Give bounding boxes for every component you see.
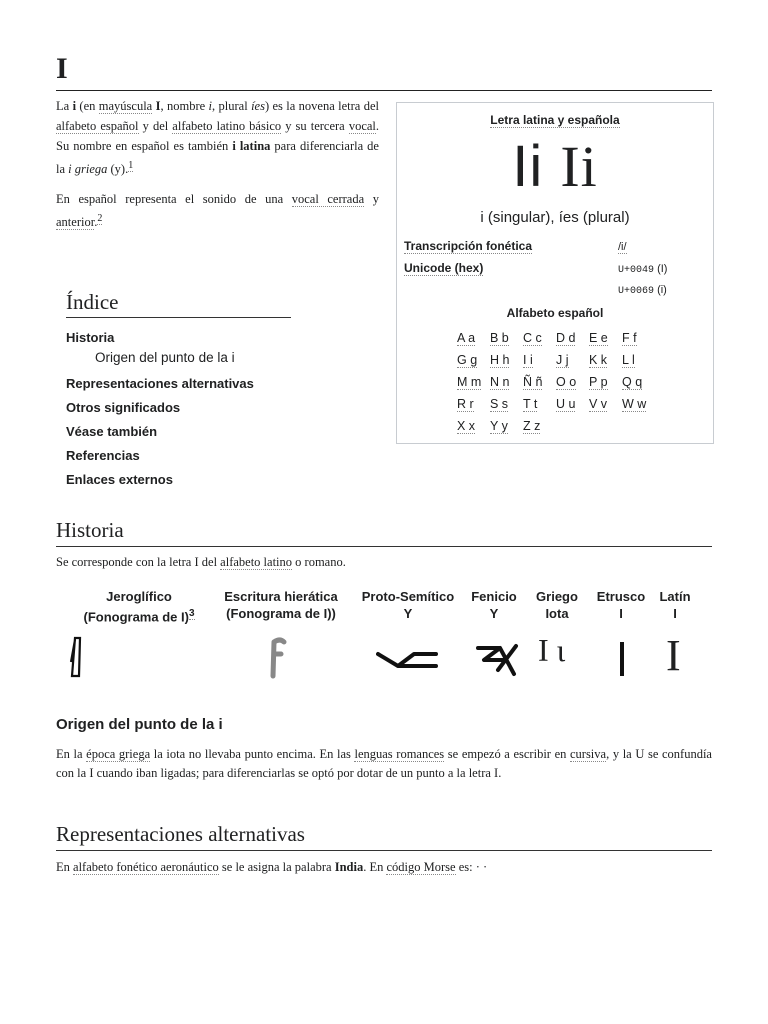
representaciones-text: En alfabeto fonético aeronáutico se le asigna la palabra India. En código Morse es: · · bbox=[56, 860, 488, 874]
protosemitic-hand-icon bbox=[376, 644, 440, 674]
page-title: I bbox=[56, 50, 712, 91]
infobox-caption: i (singular), íes (plural) bbox=[480, 209, 630, 226]
latin-i-glyph: I bbox=[666, 631, 681, 680]
alphabet-letter-link[interactable]: J j bbox=[556, 353, 569, 367]
link-vocal[interactable]: vocal bbox=[348, 119, 376, 133]
alphabet-letter-link[interactable]: M m bbox=[457, 375, 482, 389]
alphabet-letter-link[interactable]: Y y bbox=[490, 419, 508, 433]
morse-code: · · bbox=[475, 860, 488, 874]
alphabet-letter-link[interactable]: V v bbox=[589, 397, 608, 411]
link-mayuscula[interactable]: mayúscula bbox=[98, 99, 153, 113]
toc-item-vease[interactable]: Véase también bbox=[66, 424, 158, 439]
infobox-title-link[interactable]: Letra latina y española bbox=[490, 113, 620, 127]
phoenician-yodh-icon bbox=[474, 640, 520, 680]
alphabet-letter-link[interactable]: F f bbox=[622, 331, 637, 345]
link-alfabeto-fonetico[interactable]: alfabeto fonético aeronáutico bbox=[73, 860, 219, 874]
infobox-value-unicode-upper: U+0049 (I) bbox=[618, 263, 668, 276]
link-epoca-griega[interactable]: época griega bbox=[86, 747, 151, 761]
link-lenguas-romances[interactable]: lenguas romances bbox=[354, 747, 445, 761]
alphabet-letter-link[interactable]: P p bbox=[589, 375, 608, 389]
intro-paragraph-2: En español representa el sonido de una vocal cerrada y anterior.$^2$ bbox=[56, 192, 379, 230]
toc-item-referencias[interactable]: Referencias bbox=[66, 448, 140, 463]
link-alfabeto-espanol[interactable]: alfabeto español bbox=[56, 119, 139, 133]
link-anterior[interactable]: anterior bbox=[56, 215, 95, 230]
toc-item-representaciones[interactable]: Representaciones alternativas bbox=[66, 376, 254, 391]
alphabet-letter-link[interactable]: A a bbox=[457, 331, 476, 345]
infobox bbox=[396, 102, 714, 444]
alphabet-letter-link[interactable]: G g bbox=[457, 353, 478, 367]
link-vocal-cerrada[interactable]: vocal cerrada bbox=[291, 192, 365, 207]
alphabet-row bbox=[457, 349, 657, 371]
alphabet-letter-link[interactable]: Ñ ñ bbox=[523, 375, 543, 389]
alphabet-row bbox=[457, 415, 657, 437]
historia-text: Se corresponde con la letra I del alfabeto latino o romano. bbox=[56, 555, 346, 569]
alphabet-letter-link[interactable]: W w bbox=[622, 397, 647, 411]
alphabet-title: Alfabeto español bbox=[506, 306, 604, 320]
link-alfabeto-latino[interactable]: alfabeto latino bbox=[220, 555, 293, 569]
evo-header-latin: Latín I bbox=[659, 589, 691, 621]
alphabet-letter-link[interactable]: B b bbox=[490, 331, 509, 345]
link-alfabeto-latino-basico[interactable]: alfabeto latino básico bbox=[172, 119, 282, 133]
toc-title: Índice bbox=[66, 290, 291, 318]
infobox-value-transcripcion[interactable]: /i/ bbox=[618, 241, 627, 253]
evo-header-hieratica: Escritura hierática (Fonograma de I)) bbox=[224, 589, 338, 621]
subsection-heading-origen: Origen del punto de la i bbox=[56, 716, 223, 733]
alphabet-letter-link[interactable]: L l bbox=[622, 353, 635, 367]
alphabet-row bbox=[457, 371, 657, 393]
alphabet-letter-link[interactable]: T t bbox=[523, 397, 538, 411]
toc-item-historia[interactable]: Historia bbox=[66, 330, 115, 345]
footnote-1[interactable]: 1 bbox=[128, 160, 134, 171]
link-codigo-morse[interactable]: código Morse bbox=[386, 860, 456, 874]
intro-paragraph-1: La i (en mayúscula I, nombre i, plural íes) es la novena letra del alfabeto español y del alfabeto latino básico y su tercera vocal. Su nombre en español es también i latina para diferenciarla de la i griega (y).$^1$ bbox=[56, 99, 380, 177]
evo-header-protosemitico: Proto-Semítico Y bbox=[361, 589, 455, 621]
section-heading-historia: Historia bbox=[56, 516, 712, 547]
hieroglyph-reed-icon bbox=[66, 632, 88, 682]
alphabet-letter-link[interactable]: Q q bbox=[622, 375, 643, 389]
evo-header-etrusco: Etrusco I bbox=[596, 589, 646, 621]
alphabet-row bbox=[457, 393, 657, 415]
infobox-value-unicode-lower: U+0069 (i) bbox=[618, 284, 667, 297]
hieratic-glyph-icon bbox=[266, 636, 288, 680]
toc-item-enlaces[interactable]: Enlaces externos bbox=[66, 472, 173, 487]
alphabet-letter-link[interactable]: R r bbox=[457, 397, 474, 411]
toc-item-otros[interactable]: Otros significados bbox=[66, 400, 181, 415]
alphabet-letter-link[interactable]: O o bbox=[556, 375, 577, 389]
intro-text bbox=[56, 96, 379, 242]
alphabet-row bbox=[457, 327, 657, 349]
infobox-label-transcripcion[interactable]: Transcripción fonética bbox=[404, 239, 533, 253]
table-of-contents bbox=[66, 290, 291, 492]
link-cursiva[interactable]: cursiva bbox=[569, 747, 607, 761]
infobox-title bbox=[397, 113, 713, 127]
alphabet-letter-link[interactable]: H h bbox=[490, 353, 510, 367]
alphabet-letter-link[interactable]: U u bbox=[556, 397, 576, 411]
alphabet-letter-link[interactable]: X x bbox=[457, 419, 476, 433]
alphabet-letter-link[interactable]: K k bbox=[589, 353, 608, 367]
alphabet-letter-link[interactable]: N n bbox=[490, 375, 510, 389]
evo-header-griego: Griego Iota bbox=[536, 589, 578, 621]
evo-header-fenicio: Fenicio Y bbox=[471, 589, 517, 621]
alphabet-letter-link[interactable]: C c bbox=[523, 331, 542, 345]
alphabet-grid bbox=[457, 327, 657, 437]
etruscan-i-icon bbox=[617, 640, 627, 678]
section-heading-representaciones: Representaciones alternativas bbox=[56, 820, 712, 851]
evo-header-jeroglifico: Jeroglífico (Fonograma de I)$^3$ bbox=[83, 589, 195, 625]
alphabet-letter-link[interactable]: Z z bbox=[523, 419, 541, 433]
greek-iota-glyph: Ι ι bbox=[538, 632, 566, 668]
toc-item-origen[interactable]: Origen del punto de la i bbox=[95, 350, 235, 365]
infobox-label-unicode[interactable]: Unicode (hex) bbox=[404, 261, 484, 275]
alphabet-letter-link[interactable]: D d bbox=[556, 331, 576, 345]
footnote-2[interactable]: 2 bbox=[97, 213, 103, 225]
alphabet-letter-link[interactable]: E e bbox=[589, 331, 608, 345]
origen-text: En la época griega la iota no llevaba punto encima. En las lenguas romances se empezó a escribir en cursiva, y la U se confundía con la I cuando iban ligadas; para diferenciarlas se optó por dotar de un punto a la letra I. bbox=[56, 747, 712, 780]
infobox-letter-display: Ii Ii bbox=[512, 134, 598, 199]
alphabet-letter-link[interactable]: S s bbox=[490, 397, 509, 411]
alphabet-letter-link[interactable]: I i bbox=[523, 353, 533, 367]
